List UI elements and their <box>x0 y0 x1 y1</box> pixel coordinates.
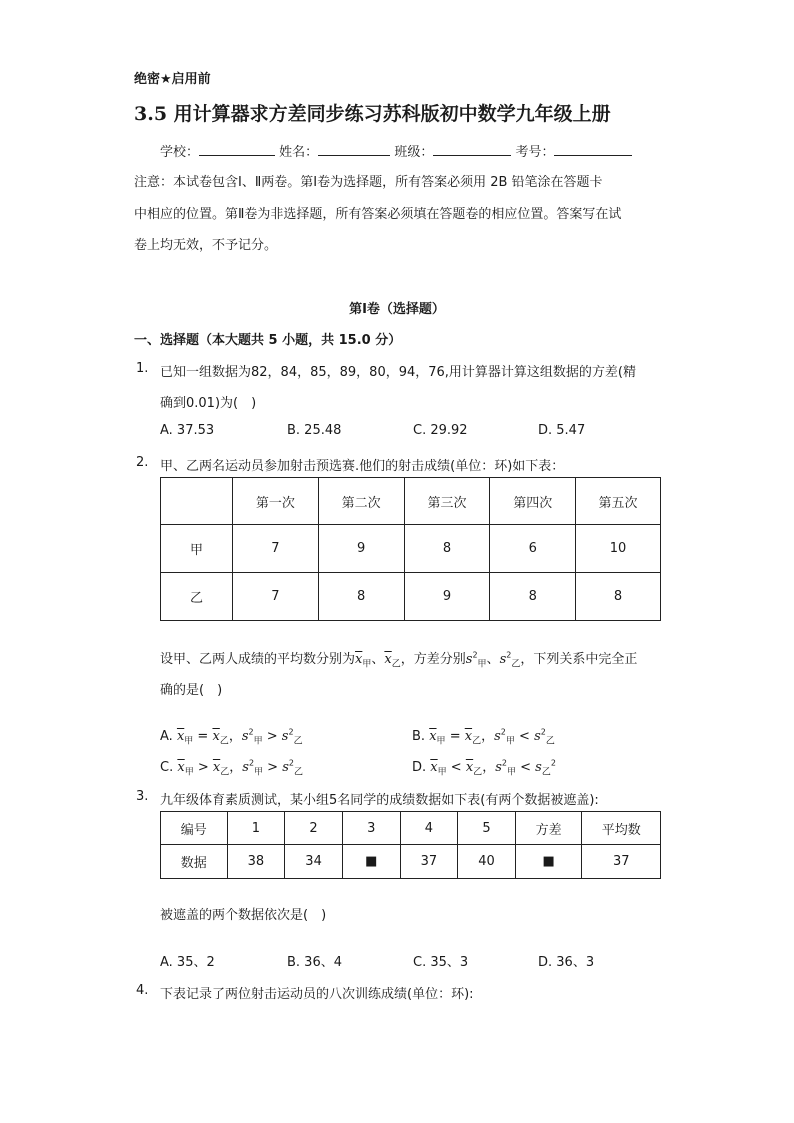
table-cell: 7 <box>233 525 319 573</box>
sep: 、 <box>371 652 385 667</box>
table-cell: 3 <box>342 812 400 845</box>
q2-text-part: ，下列关系中完全正 <box>520 652 638 667</box>
x-bar-symbol: $\overline{x}$ <box>464 729 473 744</box>
table-cell: 第五次 <box>576 478 661 525</box>
x-bar-symbol: $\overline{x}$ <box>465 760 474 775</box>
q2-score-table <box>160 477 661 621</box>
square: 2 <box>248 727 254 737</box>
q1-stem-line-1: 已知一组数据为82，84，85，89，80，94，76,用计算器计算这组数据的方差(精 <box>160 365 636 380</box>
q3-data-table <box>160 811 661 879</box>
q4-number: 4. <box>136 983 149 998</box>
q2-number: 2. <box>136 455 149 470</box>
table-cell: 方差 <box>515 812 582 845</box>
table-cell: 第二次 <box>318 478 404 525</box>
square: 2 <box>506 650 512 660</box>
square: 2 <box>501 758 507 768</box>
notice-line-2: 中相应的位置。第Ⅱ卷为非选择题，所有答案必须填在答题卷的相应位置。答案写在试 <box>134 207 622 222</box>
table-cell: 第一次 <box>233 478 319 525</box>
table-cell: 8 <box>318 573 404 621</box>
q2-option-a[interactable] <box>160 725 303 747</box>
square: 2 <box>248 758 255 768</box>
q3-option-b[interactable]: B. 36、4 <box>287 955 342 970</box>
section-title: 第Ⅰ卷（选择题） <box>349 302 445 317</box>
sub-jia: 甲 <box>184 736 194 747</box>
table-cell: 2 <box>285 812 343 845</box>
class-blank[interactable] <box>433 141 511 156</box>
table-cell: 8 <box>576 573 661 621</box>
table-cell: 9 <box>318 525 404 573</box>
q1-option-a[interactable]: A. 37.53 <box>160 423 215 438</box>
s-symbol: s <box>281 729 289 744</box>
table-row <box>161 478 661 525</box>
s-symbol: s <box>534 729 541 744</box>
sub-jia: 甲 <box>254 767 264 778</box>
sub-jia: 甲 <box>506 767 516 778</box>
table-row <box>161 525 661 573</box>
opt-label: B. <box>412 729 426 744</box>
table-cell: ■ <box>342 845 400 879</box>
square: 2 <box>288 758 294 768</box>
class-label: 班级： <box>394 145 434 160</box>
exam-no-label: 考号： <box>515 145 555 160</box>
q3-number: 3. <box>136 789 149 804</box>
s-symbol: s <box>465 652 473 667</box>
table-cell: 第三次 <box>404 478 490 525</box>
comma: ， <box>481 729 495 744</box>
s-symbol: s <box>242 760 249 775</box>
s-symbol: s <box>495 760 502 775</box>
notice-line-3: 卷上均无效，不予记分。 <box>134 238 278 253</box>
sub-jia: 甲 <box>437 767 447 778</box>
relation: > <box>263 760 283 775</box>
relation: < <box>515 760 536 775</box>
name-label: 姓名： <box>279 145 319 160</box>
table-cell: 40 <box>458 845 516 879</box>
table-cell: 平均数 <box>582 812 661 845</box>
opt-label: A. <box>160 729 173 744</box>
x-bar-symbol: $\overline{x}$ <box>212 760 221 775</box>
q2-text-part: ，方差分别 <box>400 652 466 667</box>
x-bar-symbol: $\overline{x}$ <box>384 652 392 667</box>
s-symbol: s <box>282 760 289 775</box>
square: 2 <box>540 727 546 737</box>
q3-option-a[interactable]: A. 35、2 <box>160 955 215 970</box>
q3-option-c[interactable]: C. 35、3 <box>413 955 469 970</box>
table-cell: 8 <box>404 525 490 573</box>
table-cell: 7 <box>233 573 319 621</box>
name-blank[interactable] <box>318 141 390 156</box>
s-symbol: s <box>535 760 542 775</box>
table-cell: 34 <box>285 845 343 879</box>
q4-stem: 下表记录了两位射击运动员的八次训练成绩(单位：环): <box>160 987 474 1002</box>
square: 2 <box>472 650 478 660</box>
table-cell: 37 <box>400 845 458 879</box>
sub-jia: 甲 <box>505 736 515 747</box>
relation: = <box>193 729 213 744</box>
x-bar-symbol: $\overline{x}$ <box>212 729 220 744</box>
table-cell: 38 <box>227 845 285 879</box>
table-cell: 8 <box>490 573 576 621</box>
sub-jia: 甲 <box>436 736 446 747</box>
sub-yi: 乙 <box>511 659 521 670</box>
table-cell: 编号 <box>161 812 228 845</box>
table-cell: 甲 <box>161 525 233 573</box>
table-cell: 乙 <box>161 573 233 621</box>
table-cell: 4 <box>400 812 458 845</box>
table-cell: 9 <box>404 573 490 621</box>
school-blank[interactable] <box>199 141 275 156</box>
q1-option-b[interactable]: B. 25.48 <box>287 423 342 438</box>
square: 2 <box>288 727 294 737</box>
sub-yi: 乙 <box>391 659 401 670</box>
sub-yi: 乙 <box>293 736 303 747</box>
q1-option-d[interactable]: D. 5.47 <box>538 423 586 438</box>
sub-jia: 甲 <box>184 767 194 778</box>
q2-option-c[interactable] <box>160 756 303 778</box>
sub-yi: 乙 <box>293 767 303 778</box>
table-cell <box>161 478 233 525</box>
q1-stem-line-2: 确到0.01)为( ) <box>160 396 257 411</box>
table-cell: 1 <box>227 812 285 845</box>
sub-jia: 甲 <box>477 659 487 670</box>
x-bar-symbol: $\overline{x}$ <box>355 652 363 667</box>
square: 2 <box>550 758 556 768</box>
table-cell: 10 <box>576 525 661 573</box>
table-cell: 数据 <box>161 845 228 879</box>
q1-number: 1. <box>136 361 149 376</box>
square: 2 <box>500 727 506 737</box>
opt-label: C. <box>160 760 174 775</box>
sub-jia: 甲 <box>253 736 263 747</box>
q2-stem: 甲、乙两名运动员参加射击预选赛.他们的射击成绩(单位：环)如下表： <box>160 459 565 474</box>
table-cell: 5 <box>458 812 516 845</box>
sep: 、 <box>486 652 500 667</box>
comma: ， <box>482 760 496 775</box>
x-bar-symbol: $\overline{x}$ <box>429 729 437 744</box>
table-cell: 6 <box>490 525 576 573</box>
q2-option-b[interactable] <box>412 725 555 747</box>
relation: < <box>446 760 466 775</box>
table-row <box>161 812 661 845</box>
relation: = <box>445 729 465 744</box>
comma: ， <box>229 760 243 775</box>
q2-text-line-2: 确的是( ) <box>160 683 223 698</box>
q2-text-line-1 <box>160 648 637 670</box>
x-bar-symbol: $\overline{x}$ <box>430 760 438 775</box>
student-info <box>160 141 632 160</box>
sub-jia: 甲 <box>362 659 372 670</box>
x-bar-symbol: $\overline{x}$ <box>177 760 185 775</box>
x-bar-symbol: $\overline{x}$ <box>176 729 185 744</box>
q2-option-d[interactable] <box>412 756 556 778</box>
q3-option-d[interactable]: D. 36、3 <box>538 955 595 970</box>
sub-yi: 乙 <box>541 767 551 778</box>
table-cell: 37 <box>582 845 661 879</box>
part-heading: 一、选择题（本大题共 5 小题，共 15.0 分） <box>134 333 402 348</box>
sub-yi: 乙 <box>219 736 229 747</box>
sub-yi: 乙 <box>472 736 482 747</box>
table-cell: 第四次 <box>490 478 576 525</box>
q1-option-c[interactable]: C. 29.92 <box>413 423 468 438</box>
table-row <box>161 573 661 621</box>
s-symbol: s <box>494 729 501 744</box>
secret-label: 绝密★启用前 <box>134 72 211 87</box>
s-symbol: s <box>241 729 249 744</box>
exam-no-blank[interactable] <box>554 141 632 156</box>
table-row <box>161 845 661 879</box>
relation: > <box>193 760 213 775</box>
comma: ， <box>228 729 242 744</box>
sub-yi: 乙 <box>545 736 555 747</box>
notice-line-1: 注意：本试卷包含Ⅰ、Ⅱ两卷。第Ⅰ卷为选择题，所有答案必须用 2B 铅笔涂在答题卡 <box>134 175 603 190</box>
sub-yi: 乙 <box>473 767 483 778</box>
school-label: 学校： <box>160 145 200 160</box>
s-symbol: s <box>499 652 507 667</box>
relation: < <box>514 729 535 744</box>
opt-label: D. <box>412 760 427 775</box>
table-cell: ■ <box>515 845 582 879</box>
q3-question: 被遮盖的两个数据依次是( ) <box>160 908 327 923</box>
sub-yi: 乙 <box>220 767 230 778</box>
q2-text-part: 设甲、乙两人成绩的平均数分别为 <box>160 652 356 667</box>
page-title: 3.5 用计算器求方差同步练习苏科版初中数学九年级上册 <box>134 103 611 125</box>
q3-stem: 九年级体育素质测试，某小组5名同学的成绩数据如下表(有两个数据被遮盖): <box>160 793 599 808</box>
relation: > <box>262 729 282 744</box>
